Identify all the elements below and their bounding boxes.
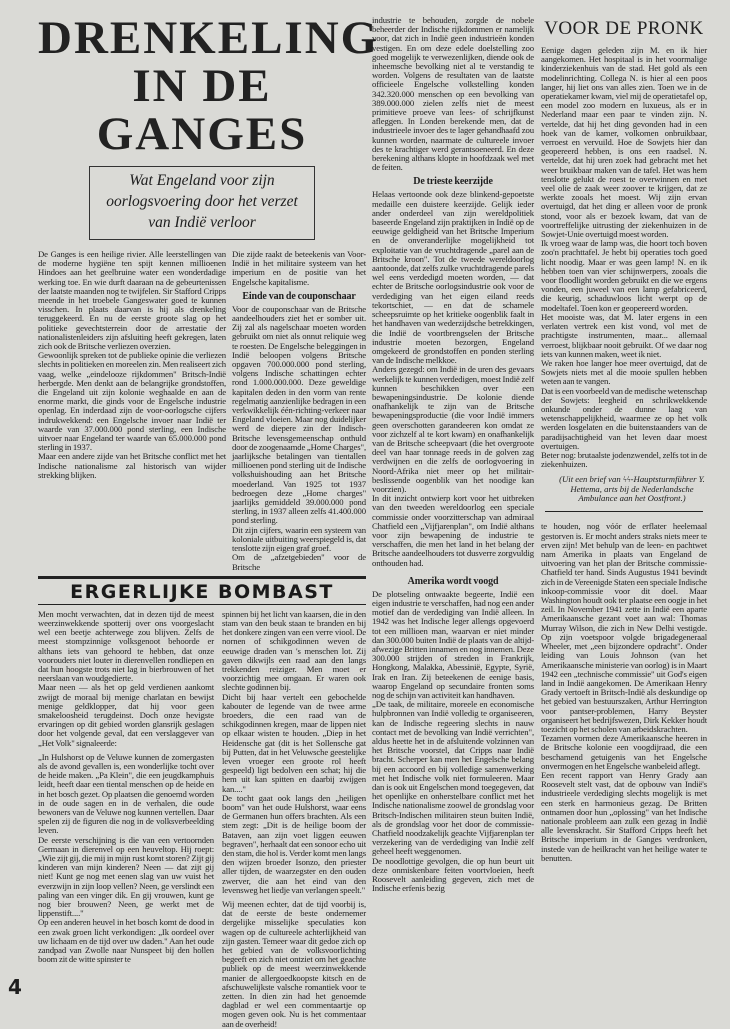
paragraph: Dit zijn cijfers, waarin een systeem van koloniale uitbuiting weerspiegeld is, dat tenslotte zijn eigen graf groef. <box>232 524 366 554</box>
quote-paragraph: De eerste verschijning is die van een vertoornden Germaan in dierenvel op een heuveltop. Hij roept: „Wie zijt gij, die mij in mijn rust komt storen? Zijt gij kinderen van mijn kinderen? Neen — dat zijt gij niet! Kunt ge nog met eenen slag van uw vuist het everzwijn in zijn loop vellen? Neen, ge verslindt een paling van een vinger dik. En gij vrouwen, kunt ge nog bier brouwen? Neen, ge werkt met de lippenstift...." <box>38 834 214 919</box>
bombast-title: ERGERLIJKE BOMBAST <box>70 580 334 603</box>
paragraph: Voor de couponschaar van de Britsche aandeelhouders ziet het er somber uit. Zij zal als nagelschaar moeten worden gebruikt om niet als onnut reliquie weg te roesten. De Engelsche beleggingen in Indië beloopen volgens Britsche opgaven 700.000.000 pond sterling, volgens Indische schattingen echter rond 1.000.000.000. Deze geweldige kapitalen deden in den vorm van rente regelmatig aanzienlijke bedragen in een verkwikkelijk één-richting-verkeer naar Engeland vloeien. Maar nog duidelijker werd de diepere zin der Indisch-Britsche levensgemeenschap onthuld door de zoogenaamde „Home Charges", jaarlijksche betalingen van tientallen millioenen pond sterling uit de Indische volkshuishouding aan het Britsche moederland. Van 1925 tot 1937 bedroegen deze „Home charges" jaarlijks gemiddeld 39.000.000 pond sterling, in 1937 alleen zelfs 41.400.000 pond sterling. <box>232 303 366 526</box>
paragraph: De plotseling ontwaakte begeerte, Indië een eigen industrie te verschaffen, had nog een ander motief dan de verdediging van Indië alleen. In 1942 was het Indische leger allengs opgevoerd tot een millioen man, waarvan er niet minder dan 300.000 buiten Indië de plaats van de altijd-afwezige Britten innamen en nog innemen. Deze 300.000 strijden of streden in Frankrijk, Hongkong, Malakka, Abessinië, Egypte, Syrië, Irak en Iran. Zij beteekenen de eenige basis, waarop Engeland op secundaire fronten soms nog de schijn van activiteit kan handhaven. <box>372 588 534 701</box>
pronk-title: VOOR DE PRONK <box>544 18 704 39</box>
quote-paragraph: Op een anderen heuvel in het bosch komt de dood in een zwak groen licht verkondigen: „Ik oordeel over uw lichaam en de tijd over uw daden." Aan het oude zandpad van Zwolle naar Nunspeet bij den hollen boom zit de witte spinster te <box>38 917 214 965</box>
quote-paragraph: „In Hulshorst op de Veluwe kunnen de zomergasten als de avond gevallen is, een wonderlijke tocht over de heide maken. „Pa Klein", die een jeugdkamphuis leidt, heeft daar een tiental menschen op de heide en in het bosch gezet. Op plaatsen die genoemd worden in de oude sagen en in de verhalen, die oude bewoners van de Veluwe nog kunnen vertellen. Daar spelen zij de figuren die nog in de volksverbeelding leven. <box>38 751 214 836</box>
paragraph: Eenige dagen geleden zijn M. en ik hier aangekomen. Het hospitaal is in het voormalige kinderziekenhuis van de stad. Het gold als een modelinrichting. Collega N. is hier al een poos langer, hij liet ons van alles zien. Toen we in de operatiekamer kwam, viel mij de operatietafel op, een model zoo modern en luxueus, als er in Nederland maar een paar te vinden zijn. N. vertelde, dat hij het ding gevonden had in een hoek van de kamer, volkomen onbruikbaar, verroest en vervuild. Hoe de Sowjets hier dan geopereerd hebben, is ons een raadsel. N. vertelde, dat hij uren zoek had gebracht met het weer bruikbaar maken van de tafel. Het was hem tenslotte gelukt de roest te overwinnen en met veel olie de zaak weer zoover te krijgen, dat ze werkte zooals het moest. Wij zijn ervan overtuigd, dat het ding er alleen voor de pronk stond, voor als er bezoek kwam, dat van de voortreffelijke uitrusting der ziekenhuizen in de Sowjet-Unie overtuigd moest worden. <box>541 45 707 240</box>
ganges-column-1 <box>38 250 226 480</box>
paragraph: De Ganges is een heilige rivier. Alle leerstellingen van de moderne hygiëne ten spijt kennen millioenen Hindoes aan het geelbruine water een wonderdadige werking toe. En wie durft daaraan na de gebeurtenissen der laatste maanden nog te twijfelen. Sir Stafford Cripps meende in het troebele Gangeswater goed te kunnen visschen. In plaats daarvan is hij als drenkeling teruggekeerd. En nu de eerste groote slag op het politieke gevechtsterrein door de arrestatie der nationalistenleiders zijn afsluiting heeft gekregen, laten zich ook de Britsche verliezen overzien. <box>38 249 226 352</box>
paragraph: De noodlottige gevolgen, die op hun beurt uit deze onmiskenbare feiten voortvloeien, heeft Roosevelt aanleiding gegeven, zich met de Indische erfenis bezig <box>372 855 534 894</box>
paragraph: We raken hoe langer hoe meer overtuigd, dat de Sowjets niets met al die mooie spullen hebben weten aan te vangen. <box>541 357 707 387</box>
paragraph: Het mooiste was, dat M. later ergens in een verlaten vertrek een kist vond, vol met de prachtigste instrumenten, maar... allemaal verroest, blijkbaar nooit gebruikt. Of we daar nog iets van kunnen maken, weet ik niet. <box>541 311 707 359</box>
paragraph: Maar neen — als het op geld verdienen aankomt zwijgt de moraal bij menige charlatan en bewijst menige geldklopper, dat hij voor geen smakeloosheid terugdeinst. Doch onze hevigste ervaringen op dit gebied worden glansrijk geslagen door het volgende geval, dat een verslaggever van „Het Volk" signaleerde: <box>38 682 214 748</box>
section-heading: Amerika wordt voogd <box>407 575 499 587</box>
paragraph: Tezamen vormen deze Amerikaansche heeren in de Britsche kolonie een voogdijraad, die een beschamend getuigenis van het Engelsche onvermogen en het Engelsche wanbeleid aflegt. <box>541 733 707 771</box>
divider <box>38 576 366 579</box>
paragraph: Gewoonlijk spreken tot de publieke opinie die verliezen slechts in politieken en moreelen zin. Men realiseert zich vaag, welke „eindelooze rijkdommen" Britsch-Indië herbergde. Men denkt aan de belangrijke grondstoffen, die Engeland uit zijn kolonie weghaalde en aan de enorme markt, die ginds voor de Engelsche industrie openlag. En inderdaad zijn de voor-oorlogsche cijfers indrukwekkend: een Engelsche invoer naar Indië ter waarde van 37.000.000 pond sterling, een Indische uitvoer naar Engeland ter waarde van 65.000.000 pond sterling in 1937. <box>38 350 226 453</box>
bombast-column-1 <box>38 610 214 965</box>
quote-paragraph: Dicht bij haar vertelt een gebochelde kabouter de legende van de twee arme broeders, die een raad van de schikgodinnen kregen, maar de lippen niet op elkaar wisten te houden. „Diep in het Heidensche gat (dit is het Sollensche gat bij Putten, dat in het Veluwsche geestelijke leven vroeger een groote rol heeft gespeeld) ligt bedolven een schat; hij die hem uit kan spitten en daarbij zwijgen kan...." <box>222 691 366 794</box>
quote-paragraph: spinnen bij het licht van kaarsen, die in den stam van den beuk staan te branden en bij het donkere zingen van een verre viool. De nornen of schikgodinnen weven de eeuwige draden van 's menschen lot. Zij gaven dikwijls een raad aan den langs trekkenden reiziger. Men moet er voorzichtig mee omgaan. Er waren ook slechte godinnen bij. <box>222 608 366 693</box>
paragraph: Anders gezegd: om Indië in de uren des gevaars werkelijk te kunnen verdedigen, moest Indië zelf kunnen beschikken over een bewapeningsindustrie. De kolonie diende onafhankelijk te zijn van de Britsche bewapeningsproductie (die voor Indië immers geen overschotten garandeeren kon omdat ze voor zichzelf al te kort kwam) en onafhankelijk van de Britsche scheepvaart (die het overgroote deel van haar tonnage reeds in de golven zag verdwijnen en die zelfs de oorlogvoering in Noord-Afrika niet meer op het militair-beslissende oogenblik van het noodige kan voorzien). <box>372 364 534 494</box>
paragraph: Wij meenen echter, dat de tijd voorbij is, dat de eerste de beste ondernemer dergelijke misselijke speculaties kon wagen op de cultureele achterlijkheid van zijn gasten. Temeer waar dit gedoe zich op het gebied van de volksvoorlichting begeeft en zich niet ontziet om het geachte publiek op de meest weerzinwekkende manier de allergoedkoopste kitsch en de afschuwelijkste valsche romantiek voor te zetten. In dien zin had het genoemde dagblad er wel een commentaartje op mogen geven ook. Nu is het commentaar aan de overheid! <box>222 899 366 1029</box>
pronk-column <box>541 46 707 469</box>
paragraph: te houden, nog vóór de erflater heelemaal gestorven is. Er mocht anders straks niets meer te erven zijn! Met behulp van de leen- en pachtwet nam Amerika in plaats van Engeland de uitvoering van het plan der Britsche commissie-Chatfield ter hand. Sinds Augustus 1941 bevindt zich in de Vereenigde Staten een speciale Indische inkoop-commissie voor dit doel. Maar Washington houdt ook ter plaatse een oogje in het zeil. In November 1941 zette in Indië een aparte Amerikaansche gezant voet aan wal: Thomas Murray Wilson, die zich in New Delhi vestigde. Op zijn voetspoor volgde brigadegeneraal Wheeler, met „een bijzondere opdracht". Onder leiding van Louis Johnson (van het Amerikaansche ministerie van oorlog) is in Maart 1942 een „technische commissie" uit God's eigen land in Indië aangekomen. De Amerikaan Henry Grady vertoeft in Britsch-Indië als deskundige op het gebied van bestuurszaken, Arthur Herrington voor pantser-problemen, Harry Beyster organiseert het bedrijfswezen, Dirk Kekker houdt toezicht op het scholen van arbeidskrachten. <box>541 521 707 734</box>
paragraph: Een recent rapport van Henry Grady aan Roosevelt stelt vast, dat de opbouw van Indië's industrieele verdediging slechts mogelijk is met een sterk en harmonieus gezag. De Britten ontnamen door hun „oplossing" van het Indische nationale probleem aan zulk een gezag in Indië alle levenskracht. Sir Stafford Cripps heeft het Britsche imperium in de Ganges verdronken, instede van de heilkracht van het heilige water te benutten. <box>541 769 707 863</box>
paragraph: Ik vroeg waar de lamp was, die hoort toch boven zoo'n prachttafel. Je hebt bij operaties toch goed licht noodig. Maar er was geen lamp! N. en ik hebben toen van vier schijnwerpers, zooals die voor floodlight worden gebruikt en die we ergens vonden, een juweel van een lamp gefabriceerd, die keurig, schaduwloos licht werpt op de modeltafel. Toen kon er geopereerd worden. <box>541 238 707 313</box>
section-heading: De trieste keerzijde <box>413 176 493 188</box>
paragraph: Dat is een voorbeeld van de medische wetenschap der Sowjets: leegheid en schrikwekkende onkunde onder de dunne laag van wetenschappelijkheid, waarmee ze op het volk werden losgelaten en die buitenstaanders van de paradijsachtigheid van het leven daar moest overtuigen. <box>541 385 707 451</box>
left-block <box>38 12 380 1029</box>
paragraph: Maar een andere zijde van het Britsche conflict met het Indische nationalisme zal historisch van wijder strekking blijken. <box>38 451 226 480</box>
headline-line-1: DRENKELING <box>38 12 380 64</box>
ganges-column-2 <box>232 250 366 572</box>
paragraph: industrie te behouden, zorgde de nobele beheerder der Indische rijkdommen er namelijk voor, dat zich in Indië geen industrieën konden vestigen. En om deze edele doelstelling zoo goed mogelijk te verwezenlijken, diende ook de inheemsche bevolking niet al te verstandig te worden. Volgens de resultaten van de laatste officieele Engelsche volkstelling konden 342.320.000 menschen op een bevolking van 389.000.000 zielen zelfs niet de meest primitieve proeve van lees- of schrijfkunst afleggen. In Londen berekende men, dat de industrieele invoer des te lager gehandhaafd zou kunnen worden, naarmate de cultureele invoer des te krachtiger werd gerantsoeneerd. En deze berekening althans klopte in hoofdzaak wel met de feiten. <box>372 15 534 173</box>
paragraph: In dit inzicht ontwierp kort voor het uitbreken van den tweeden wereldoorlog een speciale commissie onder voorzitterschap van admiraal Chatfield een „Vijfjarenplan", om Indië althans voor zijn bewapening de industrie te verschaffen, die men het land in het belang der Britsche aandeelhouders tot dusverre zorgvuldig onthouden had. <box>372 493 534 568</box>
paragraph: Men mocht verwachten, dat in dezen tijd de meest weerzinwekkende spotterij over ons voorgeslacht wel een beetje achterwege zou blijven. Zelfs de meest stompzinnige volksgenoot behoorde er althans iets van gehoord te hebben, dat onze voorouders niet louter in dierenvellen rondliepen en dat hun hoogste trots niet lag in bierbrouwen of het neerslaan van woudgedierte. <box>38 608 214 684</box>
page-number: 4 <box>8 975 22 999</box>
ganges-column-4 <box>541 522 707 863</box>
subtitle-box <box>89 166 315 240</box>
ganges-top-columns <box>38 250 366 572</box>
paragraph: „De taak, de militaire, moreele en economische hulpbronnen van Indië volledig te organiseeren, kan de Indische regeering slechts in nauw contact met de bevolking van Indië verrichten", aldus heette het in de afsluitende volzinnen van het Britsche voorstel, dat Cripps naar Indië bracht. Scherper kan men het Engelsche belang bij een accoord en bij volledige samenwerking met het Indische volk niet formuleeren. Maar dan is ook uit Engelschen mond toegegeven, dat het openlijke en onherstelbare conflict met het Indische nationalisme zoowel de grondslag voor Britsch-Indischen militairen steun buiten Indië, als de grondslag voor het door de commissie-Chatfield noodzakelijk geachte Vijfjarenplan ter verzekering van de verdediging van Indië zelf geheel heeft weggenomen. <box>372 699 534 857</box>
paragraph: Die zijde raakt de beteekenis van Voor-Indië in het militaire systeem van het imperium en de positie van het Engelsche kapitalisme. <box>232 249 366 287</box>
section-heading: Einde van de couponschaar <box>242 290 356 302</box>
paragraph: Om de „afzetgebieden" voor de Britsche <box>232 552 366 572</box>
subtitle-line: Wat Engeland voor zijn <box>129 172 275 189</box>
headline-line-2: IN DE GANGES <box>96 60 308 160</box>
subtitle-line: oorlogsvoering door het verzet <box>106 193 298 210</box>
signature: (Uit een brief van ϟϟ-Hauptsturmführer Y. Hettema, arts bij de Nederlandsche Ambulance aan het Oostfront.) <box>559 474 705 503</box>
divider <box>545 511 703 513</box>
ganges-column-3 <box>372 16 534 893</box>
right-column <box>541 18 707 863</box>
divider <box>38 604 366 605</box>
bombast-column-2 <box>222 610 366 1029</box>
paragraph: Helaas vertoonde ook deze blinkend-gepoetste medaille een duistere keerzijde. Gelijk ieder ander onderdeel van zijn wereldpolitiek baseerde Engeland zijn praktijken in Indië op de eeuwige geldigheid van het Britsche Imperium en de onveranderlijke mogelijkheid tot exploitatie van de vruchtdragende „parel aan de Britsche kroon". Tot de tweede wereldoorlog aantoonde, dat zelfs zulke vruchtdragende parels wel eens verdedigd moeten worden, — dat echter de Britsche oorlogsindustrie ook voor de verdediging van het eigen eiland reeds tekortschiet, — en dat de schamele scheepsruimte op het kritieke oogenblik faalt in het handhaven van wederzijdsche betrekkingen, die Indië de voortbrengselen der Britsche industrie moeten bezorgen, Engeland omgekeerd de grondstoffen en ponden sterling van de Indische melkkoe. <box>372 189 534 366</box>
bombast-columns <box>38 610 366 1029</box>
quote-paragraph: De tocht gaat ook langs den „heiligen boom" van het oude Hulshorst, waar eens de Germanen hun offers brachten. Als een stem zegt: „Dit is de heilige boom der Bataven, aan zijn voet liggen eeuwen begraven", herhaalt dat een sonoor echo uit den stam, die hol is. Verder komt men langs den wijzen broeder Isonzo, den priester aller tijden, de waarzegster en den ouden zwerver, die aan het eind van den levensweg het liedje van verlangen speelt." <box>222 792 366 895</box>
subtitle-line: van Indië verloor <box>148 214 256 231</box>
paragraph: Beter nog: brutaalste jodenzwendel, zelfs tot in de ziekenhuizen. <box>541 449 707 470</box>
